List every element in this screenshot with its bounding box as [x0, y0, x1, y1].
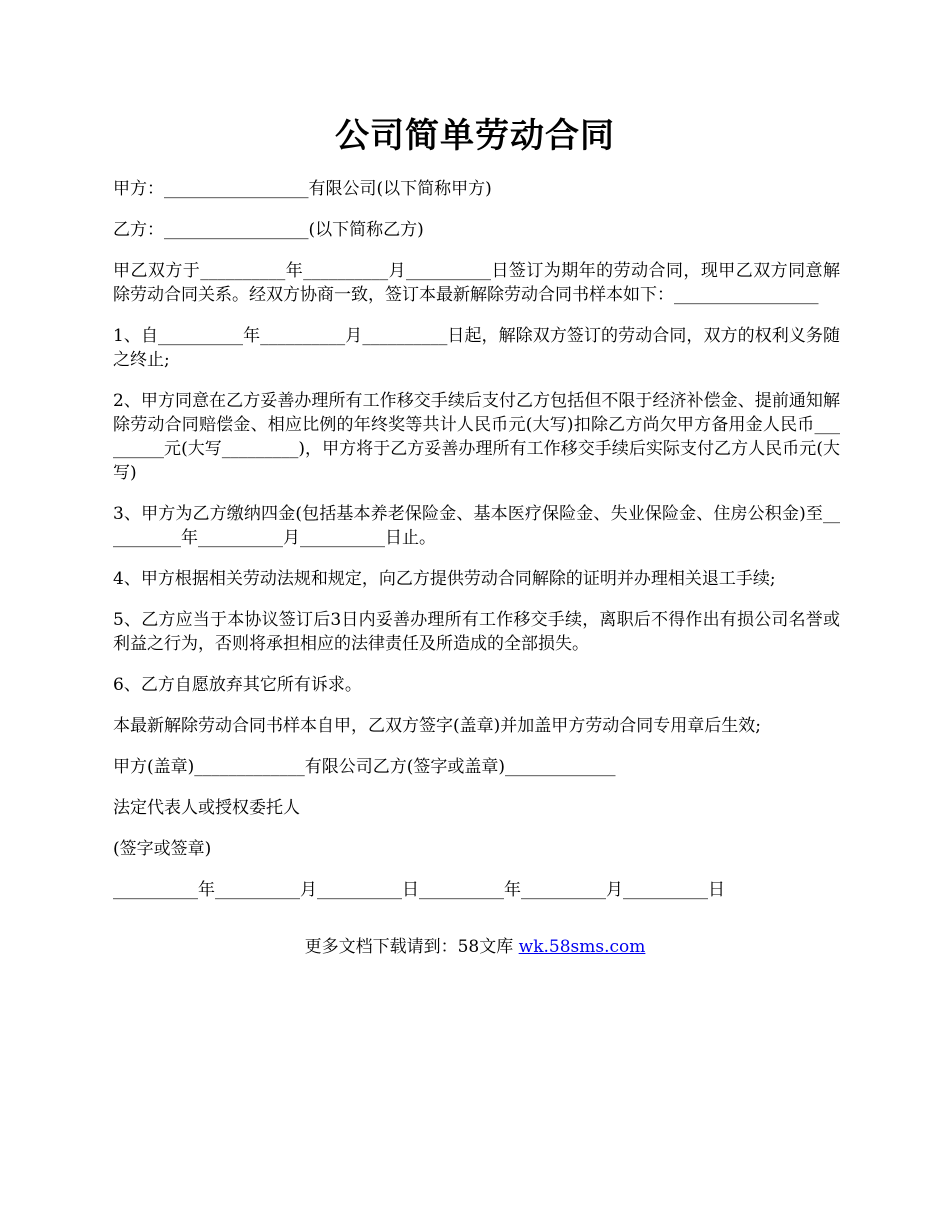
effectiveness-paragraph: 本最新解除劳动合同书样本自甲，乙双方签字(盖章)并加盖甲方劳动合同专用章后生效;	[113, 716, 761, 736]
clause-6: 6、乙方自愿放弃其它所有诉求。	[113, 675, 362, 695]
clause-3: 3、甲方为乙方缴纳四金(包括基本养老保险金、基本医疗保险金、失业保险金、住房公积金)至__________年__________月__________日止。	[113, 504, 840, 548]
document-body	[113, 177, 840, 919]
footer-text: 更多文档下载请到：58文库	[304, 937, 519, 957]
footer-link[interactable]: wk.58sms.com	[518, 937, 646, 957]
signature-note: (签字或签章)	[113, 839, 212, 859]
clause-2: 2、甲方同意在乙方妥善办理所有工作移交手续后支付乙方包括但不限于经济补偿金、提前通知解除劳动合同赔偿金、相应比例的年终奖等共计人民币元(大写)扣除乙方尚欠甲方备用金人民币_________元(大写_________)，甲方将于乙方妥善办理所有工作移交手续后实际支付乙方人民币元(大写)	[113, 391, 840, 483]
document-footer	[0, 935, 950, 959]
clause-5: 5、乙方应当于本协议签订后3日内妥善办理所有工作移交手续，离职后不得作出有损公司名誉或利益之行为，否则将承担相应的法律责任及所造成的全部损失。	[113, 610, 840, 654]
legal-representative-line: 法定代表人或授权委托人	[113, 798, 300, 818]
party-b-line: 乙方：_________________(以下简称乙方)	[113, 220, 424, 240]
signature-line: 甲方(盖章)_____________有限公司乙方(签字或盖章)_____________	[113, 757, 616, 777]
clause-4: 4、甲方根据相关劳动法规和规定，向乙方提供劳动合同解除的证明并办理相关退工手续;	[113, 569, 776, 589]
document-title: 公司简单劳动合同	[335, 116, 615, 156]
party-a-line: 甲方：_________________有限公司(以下简称甲方)	[113, 179, 492, 199]
date-line: __________年__________月__________日__________年__________月__________日	[113, 880, 725, 900]
clause-1: 1、自__________年__________月__________日起，解除双方签订的劳动合同，双方的权利义务随之终止;	[113, 326, 840, 370]
intro-paragraph: 甲乙双方于__________年__________月__________日签订为期年的劳动合同，现甲乙双方同意解除劳动合同关系。经双方协商一致，签订本最新解除劳动合同书样本如下：_________________	[113, 261, 840, 305]
